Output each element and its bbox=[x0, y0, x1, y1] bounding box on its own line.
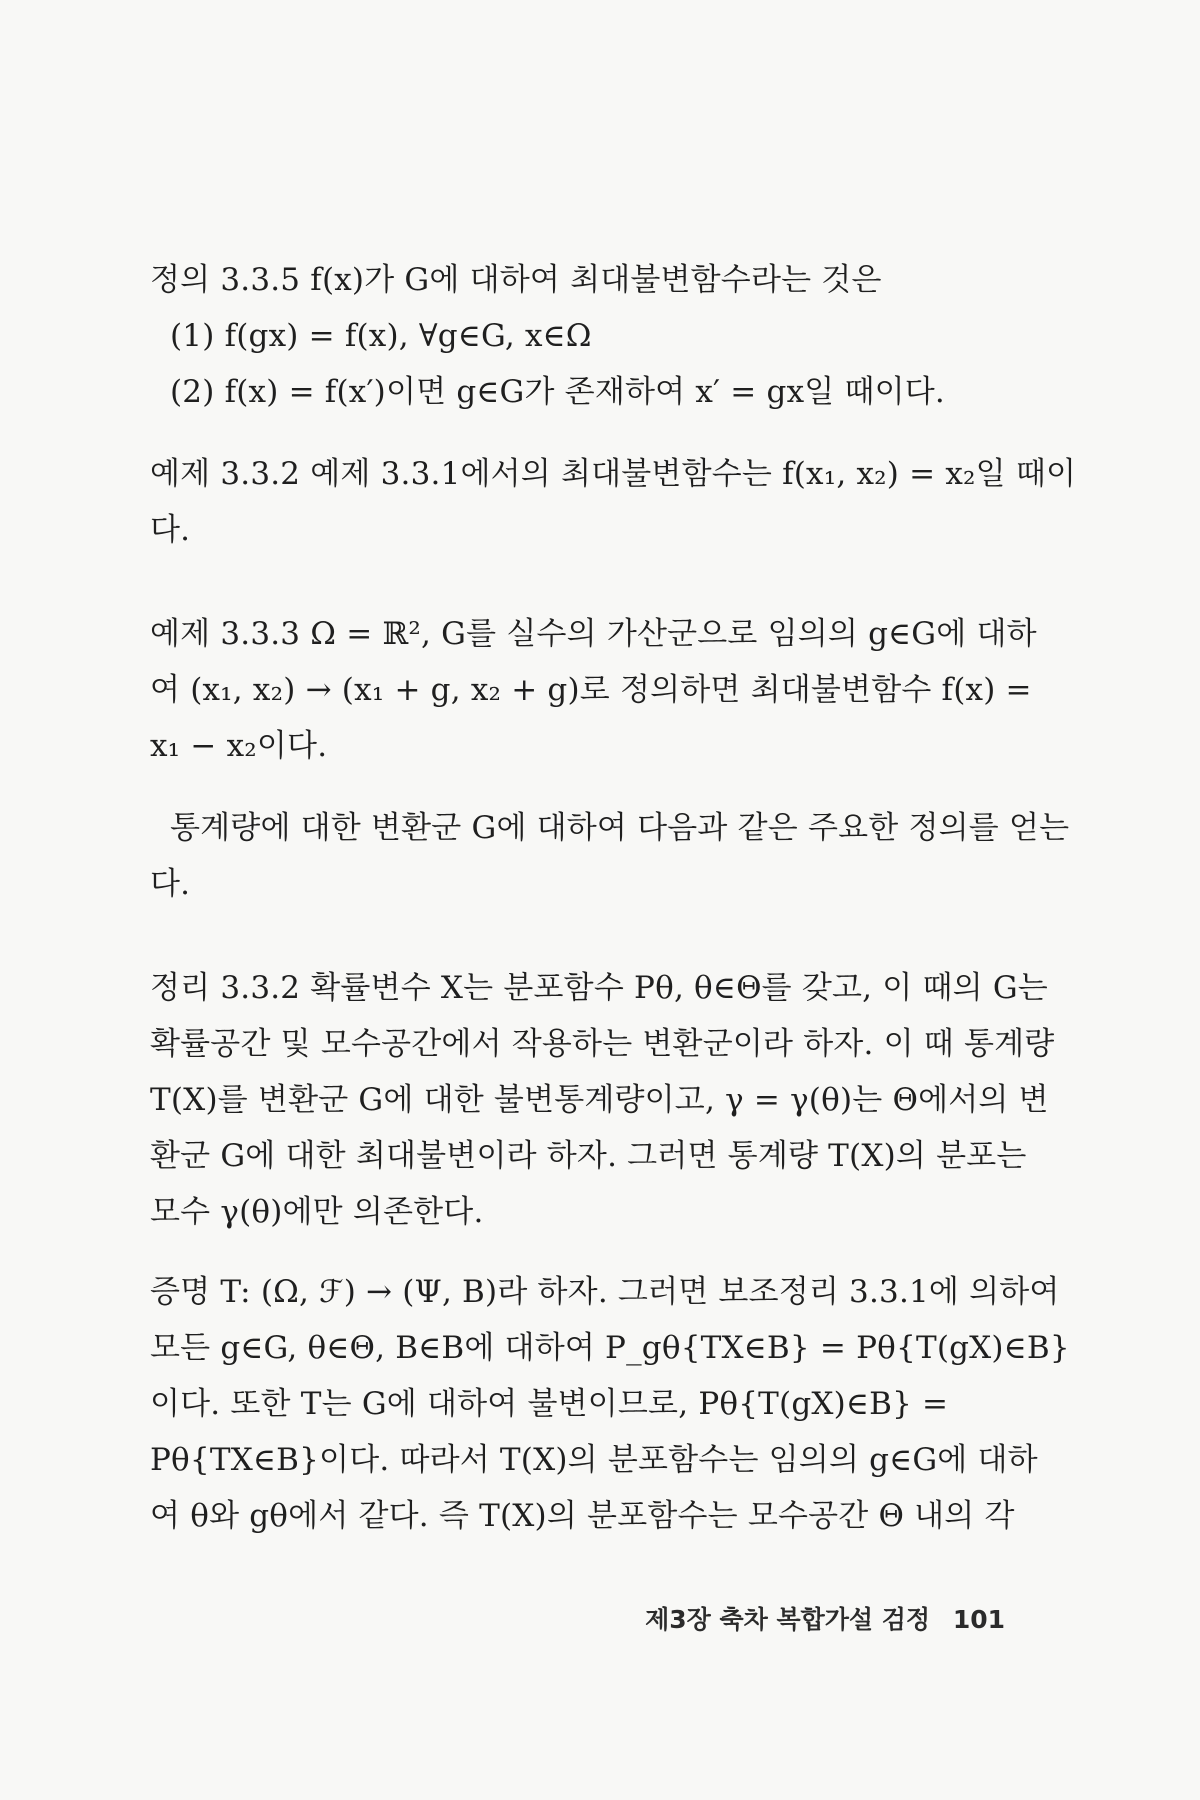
paragraph bbox=[150, 800, 1070, 912]
theorem-3-3-2 bbox=[150, 960, 1055, 1240]
theorem-line-3: T(X)를 변환군 G에 대한 불변통계량이고, γ = γ(θ)는 Θ에서의 변 bbox=[150, 1082, 1049, 1118]
paragraph-line-2: 다. bbox=[150, 866, 191, 902]
theorem-line-4: 환군 G에 대한 최대불변이라 하자. 그러면 통계량 T(X)의 분포는 bbox=[150, 1138, 1027, 1174]
example-3-3-3 bbox=[150, 606, 1050, 774]
example-3-3-3-line-3: x₁ − x₂이다. bbox=[150, 728, 328, 764]
paragraph-line-1: 통계량에 대한 변환군 G에 대하여 다음과 같은 주요한 정의를 얻는 bbox=[170, 810, 1070, 846]
example-3-3-2 bbox=[150, 446, 1077, 558]
theorem-line-2: 확률공간 및 모수공간에서 작용하는 변환군이라 하자. 이 때 통계량 bbox=[150, 1026, 1055, 1062]
page-number: 101 bbox=[952, 1605, 1005, 1634]
proof bbox=[150, 1264, 1070, 1544]
definition-heading: 정의 3.3.5 f(x)가 G에 대하여 최대불변함수라는 것은 bbox=[150, 262, 882, 298]
proof-line-2: 모든 g∈G, θ∈Θ, B∈B에 대하여 P_gθ{TX∈B} = Pθ{T(gX)∈B} bbox=[150, 1330, 1070, 1366]
proof-line-3: 이다. 또한 T는 G에 대하여 불변이므로, Pθ{T(gX)∈B} = bbox=[150, 1386, 949, 1422]
example-3-3-3-line-2: 여 (x₁, x₂) → (x₁ + g, x₂ + g)로 정의하면 최대불변함수 f(x) = bbox=[150, 672, 1032, 708]
example-3-3-3-line-1: 예제 3.3.3 Ω = ℝ², G를 실수의 가산군으로 임의의 g∈G에 대하 bbox=[150, 616, 1037, 652]
definition-item-1: (1) f(gx) = f(x), ∀g∈G, x∈Ω bbox=[170, 318, 592, 354]
theorem-line-5: 모수 γ(θ)에만 의존한다. bbox=[150, 1194, 484, 1230]
proof-line-1: 증명 T: (Ω, ℱ) → (Ψ, B)라 하자. 그러면 보조정리 3.3.1에 의하여 bbox=[150, 1274, 1060, 1310]
theorem-line-1: 정리 3.3.2 확률변수 X는 분포함수 Pθ, θ∈Θ를 갖고, 이 때의 G는 bbox=[150, 970, 1048, 1006]
proof-line-5: 여 θ와 gθ에서 같다. 즉 T(X)의 분포함수는 모수공간 Θ 내의 각 bbox=[150, 1498, 1015, 1534]
proof-line-4: Pθ{TX∈B}이다. 따라서 T(X)의 분포함수는 임의의 g∈G에 대하 bbox=[150, 1442, 1038, 1478]
example-3-3-2-line-2: 다. bbox=[150, 512, 191, 548]
definition-3-3-5 bbox=[150, 252, 1050, 420]
chapter-title: 제3장 축차 복합가설 검정 bbox=[645, 1605, 931, 1634]
definition-item-2: (2) f(x) = f(x′)이면 g∈G가 존재하여 x′ = gx일 때이다. bbox=[170, 374, 945, 410]
example-3-3-2-line-1: 예제 3.3.2 예제 3.3.1에서의 최대불변함수는 f(x₁, x₂) = x₂일 때이 bbox=[150, 456, 1077, 492]
